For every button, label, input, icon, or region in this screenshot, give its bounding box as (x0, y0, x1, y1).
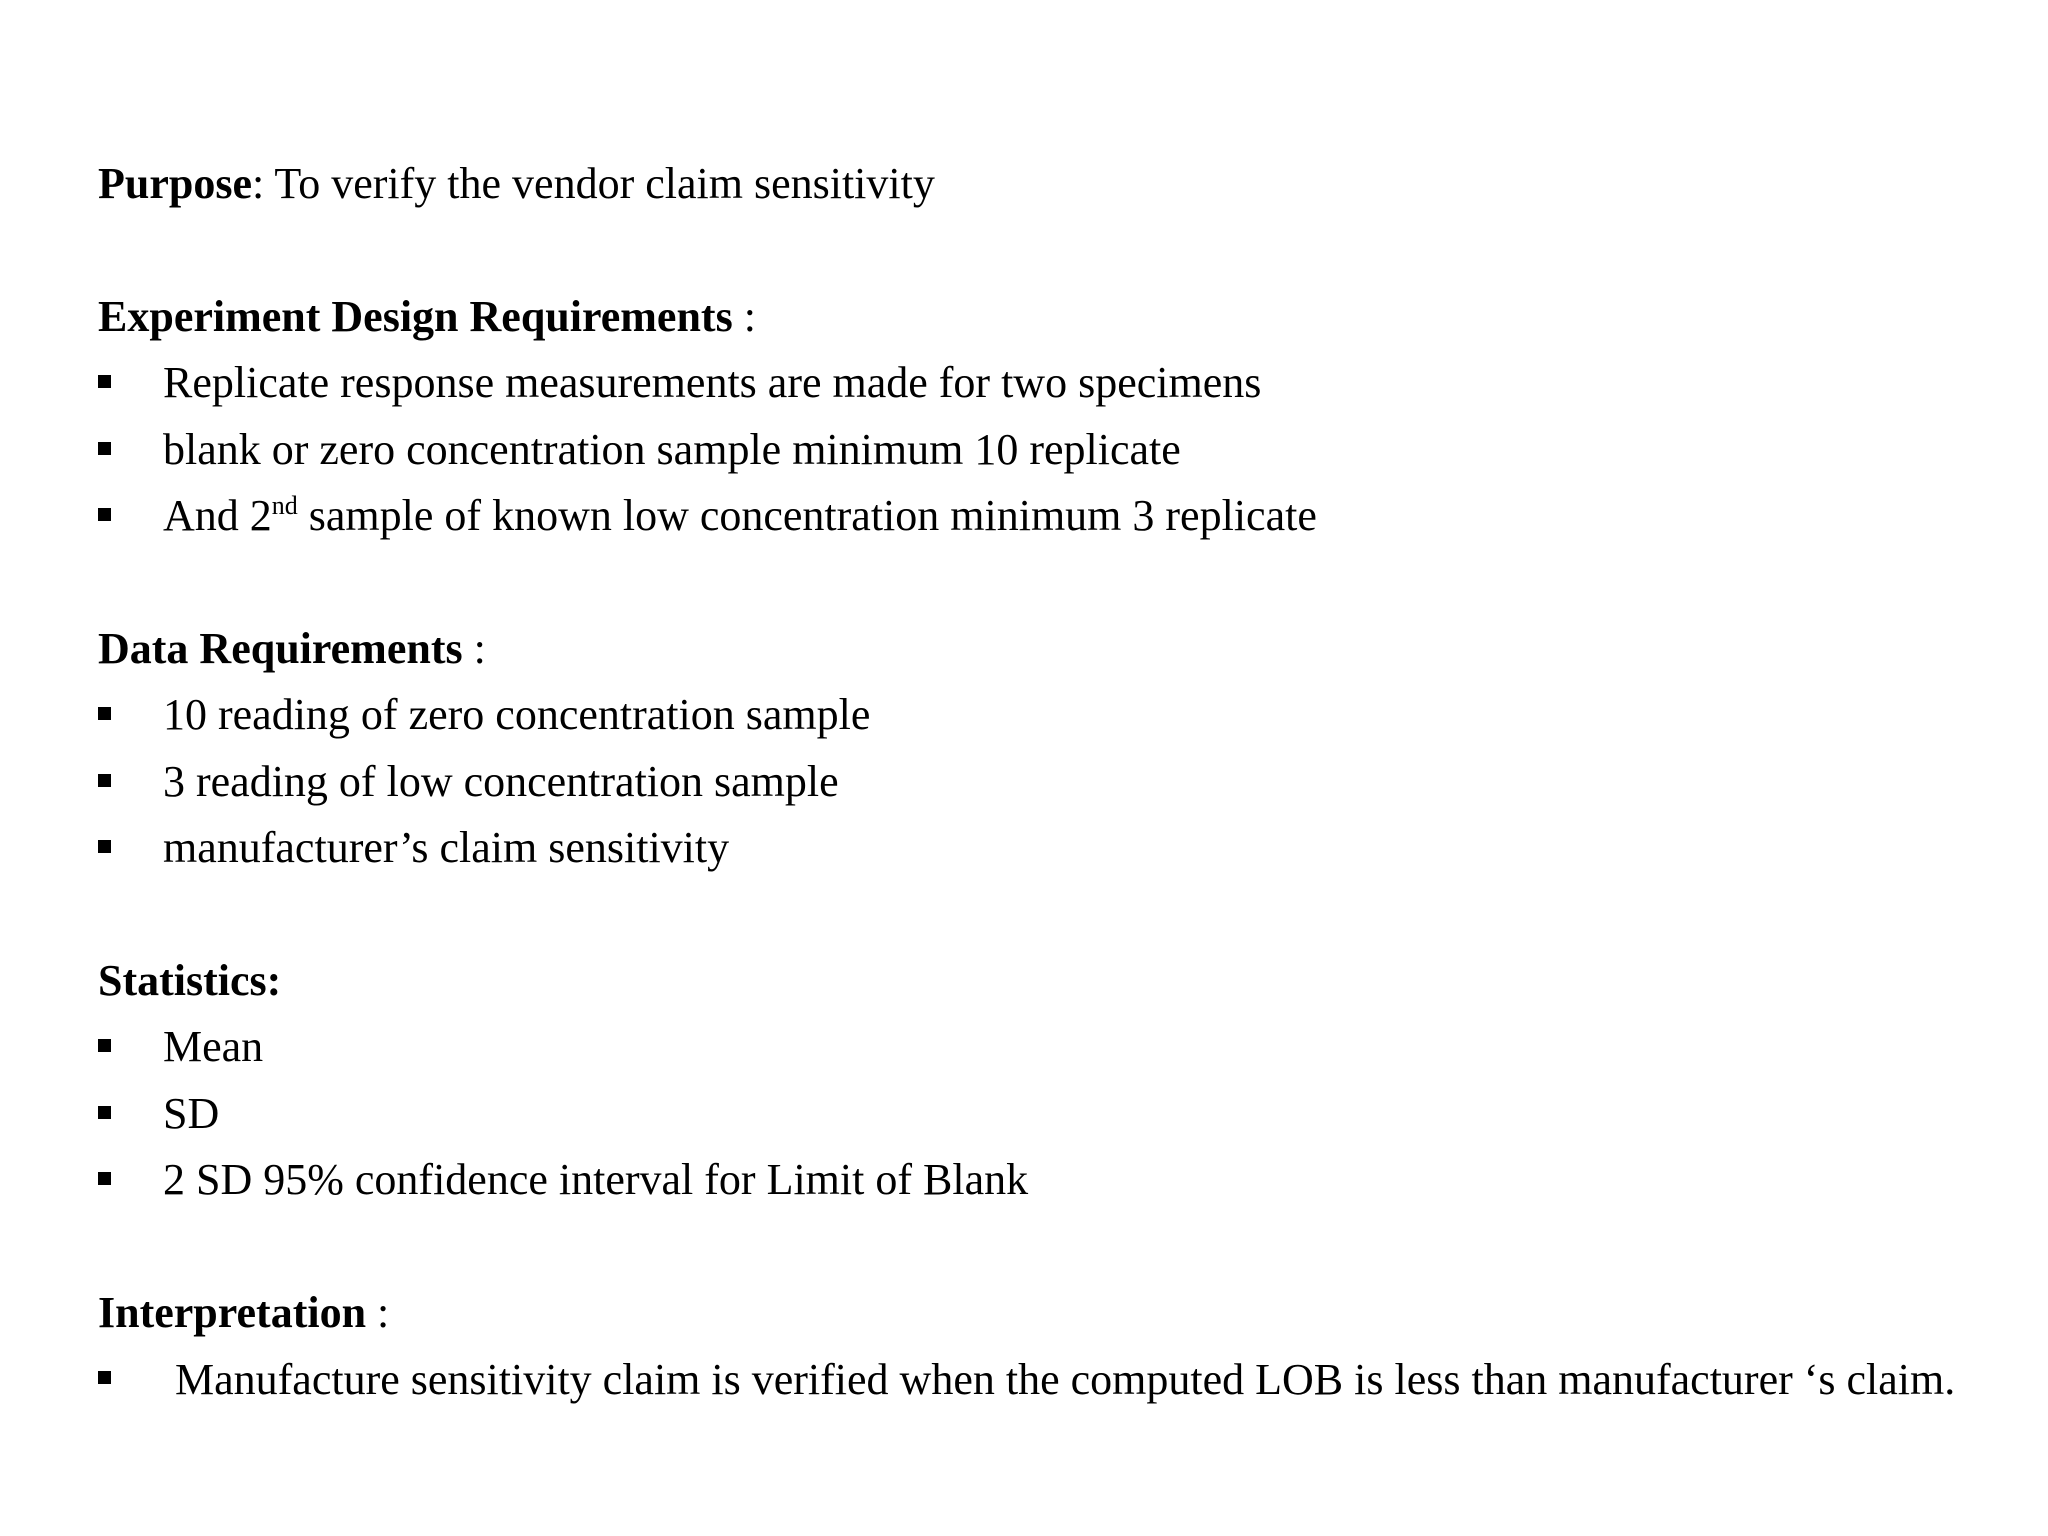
experiment-design-heading-suffix: : (732, 292, 756, 341)
bullet-square-icon (98, 774, 111, 787)
interpretation-heading-line (98, 1287, 389, 1339)
list-item-text: manufacturer’s claim sensitivity (163, 823, 730, 872)
bullet-square-icon (98, 1371, 111, 1384)
bullet-square-icon (98, 1172, 111, 1185)
item3-superscript: nd (271, 491, 298, 520)
bullet-square-icon (98, 375, 111, 388)
list-item-text (163, 490, 1317, 542)
bullet-square-icon (98, 1039, 111, 1052)
list-item-text: 2 SD 95% confidence interval for Limit of Blank (163, 1155, 1029, 1204)
list-item-text: blank or zero concentration sample minimum 10 replicate (163, 425, 1181, 474)
experiment-design-heading-line (98, 291, 756, 343)
list-item-text: Replicate response measurements are made for two specimens (163, 358, 1262, 407)
experiment-design-heading: Experiment Design Requirements (98, 292, 733, 341)
data-requirements-heading: Data Requirements (98, 624, 463, 673)
list-item-text: Manufacture sensitivity claim is verified when the computed LOB is less than manufacturer ‘s claim. (175, 1355, 1956, 1404)
statistics-heading-line (98, 955, 281, 1007)
bullet-square-icon (98, 1106, 111, 1119)
bullet-square-icon (98, 508, 111, 521)
purpose-text: : To verify the vendor claim sensitivity (252, 159, 935, 208)
list-item-text: Mean (163, 1022, 264, 1071)
bullet-square-icon (98, 707, 111, 720)
statistics-heading: Statistics: (98, 956, 282, 1005)
list-item-text: 10 reading of zero concentration sample (163, 690, 871, 739)
purpose-heading: Purpose (98, 159, 252, 208)
list-item-text: SD (163, 1089, 220, 1138)
list-item-text: 3 reading of low concentration sample (163, 757, 839, 806)
interpretation-heading-suffix: : (366, 1288, 390, 1337)
bullet-square-icon (98, 840, 111, 853)
data-requirements-heading-suffix: : (462, 624, 486, 673)
purpose-line (98, 158, 935, 210)
item3-suffix: sample of known low concentration minimum 3 replicate (297, 491, 1317, 540)
item3-prefix: And 2 (163, 491, 272, 540)
bullet-square-icon (98, 442, 111, 455)
interpretation-heading: Interpretation (98, 1288, 367, 1337)
data-requirements-heading-line (98, 623, 486, 675)
